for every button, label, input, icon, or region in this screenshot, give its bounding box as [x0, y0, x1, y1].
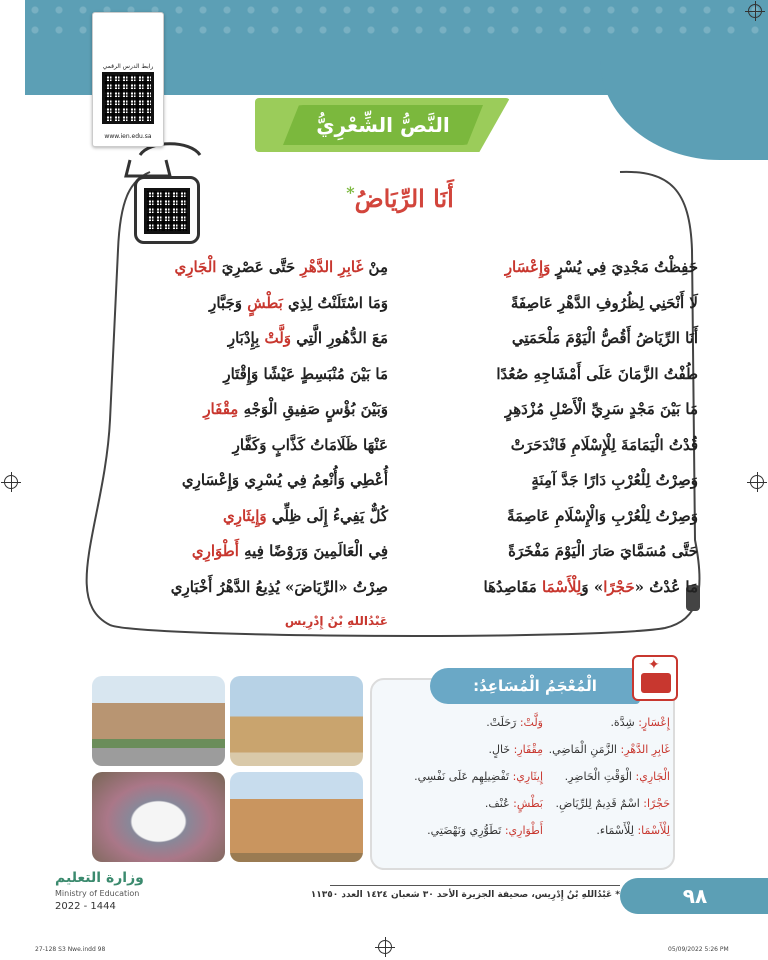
- verse-second-hemistich: [128, 578, 388, 596]
- verse-second-hemistich: [128, 542, 388, 560]
- verse-first-hemistich: [438, 578, 698, 596]
- verse-segment: وَصِرْتُ لِلْعُرْبِ دَارًا جَدَّ آمِنَةٍ: [531, 471, 698, 489]
- verse-segment: أُعْطِي وَأُنْعِمُ فِي يُسْرِي وَإِعْسَارِي: [181, 471, 388, 489]
- verse-second-hemistich: [128, 294, 388, 312]
- verse-segment: وَصِرْتُ لِلْعُرْبِ وَالْإِسْلَامِ عَاصِمَةً: [507, 506, 698, 525]
- verse-segment: وَمَا اسْتَلَنْتُ لِذِي: [282, 293, 388, 312]
- glossary-definition: رَحَلَتْ.: [486, 716, 520, 729]
- verse-segment: حَتَّى عَصْرِيَ: [216, 258, 301, 276]
- glossary-title: الْمُعْجَمُ الْمُسَاعِدُ:: [473, 677, 597, 695]
- verse-segment: كُلٌّ يَفِيءُ إِلَى ظِلِّي: [266, 506, 388, 525]
- ministry-name-en: Ministry of Education: [55, 889, 140, 898]
- glossary-definition: شِدَّة.: [610, 716, 639, 729]
- verse-segment: حَتَّى مُسَمَّايَ صَارَ الْيَوْمَ مَفْخَرَةً: [508, 542, 698, 560]
- verse-second-hemistich: [128, 436, 388, 454]
- verse-first-hemistich: [438, 400, 698, 418]
- verse-first-hemistich: [438, 542, 698, 560]
- glossary-entry: [555, 797, 670, 810]
- verse-segment: قُدْتُ الْيَمَامَةَ لِلْإِسْلَامِ فَانْدَحَرَتْ: [510, 435, 698, 454]
- glossary-definition: اسْمٌ قَدِيمٌ لِلرِّيَاضِ.: [555, 797, 644, 810]
- glossary-entry: [427, 824, 543, 837]
- print-slug-right: 05/09/2022 5:26 PM: [668, 946, 729, 953]
- verse-segment: حَفِظْتُ مَجْدِيَ فِي يُسْرٍ: [550, 258, 698, 276]
- glossary-entry: [565, 770, 670, 783]
- verse-segment: عَنْهَا ظَلَامَاتُ كَذَّابٍ وَكَفَّارِ: [232, 435, 388, 454]
- glossary-entry: [610, 716, 670, 729]
- section-title: النَّصُّ الشِّعْرِيُّ: [316, 113, 450, 137]
- poem-title-text: أَنَا الرِّيَاضُ: [354, 184, 454, 213]
- verse-segment: صِرْتُ «الرِّيَاضَ» يُذِيعُ الدَّهْرُ أَخْبَارِي: [170, 577, 388, 596]
- verse-segment: وَإِعْسَارِ: [504, 258, 551, 276]
- verse-segment: لَا أَنْحَنِي لِظُرُوفِ الدَّهْرِ عَاصِفَةً: [510, 293, 698, 312]
- glossary-definition: تَطَوُّرِي وَنَهْضَتِي.: [427, 824, 505, 837]
- page-number: ٩٨: [682, 884, 708, 908]
- poem-title: [300, 183, 500, 213]
- verse-segment: حَجْرًا: [603, 577, 635, 596]
- glossary-term: إِيثَارِي:: [512, 770, 543, 783]
- glossary-term: الْجَارِي:: [635, 770, 670, 783]
- verse-segment: أَطْوَارِي: [191, 542, 239, 560]
- glossary-entry: [485, 797, 543, 810]
- verse-segment: مِنْ: [363, 258, 388, 276]
- footnote-mark: *: [346, 183, 355, 202]
- verse-first-hemistich: [438, 471, 698, 489]
- glossary-definition: لِلْأَسْمَاء.: [596, 824, 638, 837]
- glossary-term: بَطْشٍ:: [513, 797, 543, 810]
- verse-segment: أَنَا الرِّيَاضُ أَقُصُّ الْيَوْمَ مَلْحَمَتِي: [511, 329, 698, 347]
- verse-first-hemistich: [438, 436, 698, 454]
- verse-first-hemistich: [438, 365, 698, 383]
- verse-segment: وَلَّتْ: [264, 329, 292, 347]
- verse-segment: الْجَارِي: [174, 258, 217, 276]
- glossary-entry: [596, 824, 670, 837]
- glossary-term: أَطْوَارِي:: [504, 824, 543, 837]
- verse-first-hemistich: [438, 294, 698, 312]
- verse-segment: مَا بَيْنَ مُنْبَسِطٍ عَيْشًا وَإِقْتَارِ: [223, 364, 388, 383]
- glossary-term: إِعْسَارٍ:: [638, 716, 670, 729]
- glossary-entry: [414, 770, 543, 783]
- qr-code-icon[interactable]: [144, 188, 190, 234]
- photo-stadium: [92, 772, 225, 862]
- glossary-definition: الزَّمَنِ الْمَاضِي.: [548, 743, 621, 756]
- verse-segment: فِي الْعَالَمِينَ وَرَوْضًا فِيهِ: [238, 542, 388, 560]
- footnote-rule: [330, 885, 620, 886]
- verse-segment: غَابِرِ الدَّهْرِ: [300, 258, 364, 276]
- verse-second-hemistich: [128, 258, 388, 276]
- verse-segment: وَبَيْنَ بُؤْسٍ صَفِيقِ الْوَجْهِ: [238, 400, 388, 418]
- verse-segment: مَا عُدْتُ «: [634, 577, 698, 596]
- verse-second-hemistich: [128, 400, 388, 418]
- verse-second-hemistich: [128, 365, 388, 383]
- qr-code-icon[interactable]: [102, 72, 154, 124]
- verse-first-hemistich: [438, 258, 698, 276]
- qr-card-title: رابط الدرس الرقمي: [102, 63, 154, 70]
- glossary-definition: الْوَقْتِ الْحَاضِرِ.: [564, 770, 636, 783]
- qr-card-url[interactable]: www.ien.edu.sa: [104, 133, 152, 140]
- verse-segment: بِإِدْبَارِ: [227, 329, 265, 347]
- glossary-term: غَابِرِ الدَّهْرِ:: [620, 743, 670, 756]
- print-slug-left: 27-128 S3 Nwe.indd 98: [35, 946, 106, 953]
- verse-segment: بَطْشٍ: [247, 293, 283, 312]
- footnote: * عَبْدُاللهِ بْنُ إِدْرِيس، صحيفة الجزيرة الأحد ٣٠ شعبان ١٤٢٤ العدد ١١٣٥٠: [310, 890, 620, 900]
- photo-masmak-palace: [230, 676, 363, 766]
- poet-name: عَبْدُاللهِ بْنُ إِدْرِيس: [284, 614, 388, 628]
- verse-first-hemistich: [438, 507, 698, 525]
- glossary-definition: تَفْضِيلِهِم عَلَى نَفْسِي.: [414, 770, 513, 783]
- verse-segment: وَإِيثَارِي: [222, 506, 267, 525]
- photo-modern-building: [92, 676, 225, 766]
- glossary-term: حَجْرًا:: [643, 797, 670, 810]
- glossary-definition: خَالٍ.: [488, 743, 514, 756]
- verse-segment: مَا بَيْنَ مَجْدٍ سَرِيِّ الْأَصْلِ مُزْدَهِرٍ: [504, 400, 698, 418]
- verse-segment: وَجَبَّارِ: [209, 293, 248, 312]
- verse-segment: » وَ: [581, 577, 604, 596]
- verse-segment: لِلْأَسْمَا: [542, 577, 582, 596]
- glossary-entry: [488, 743, 543, 756]
- ministry-name-ar: وزارة التعليم: [55, 870, 144, 886]
- glossary-term: وَلَّتْ:: [519, 716, 543, 729]
- verse-second-hemistich: [128, 471, 388, 489]
- verse-second-hemistich: [128, 329, 388, 347]
- verse-first-hemistich: [438, 329, 698, 347]
- glossary-entry: [549, 743, 670, 756]
- glossary-term: لِلْأَسْمَا:: [637, 824, 670, 837]
- verse-second-hemistich: [128, 507, 388, 525]
- glossary-definition: عُنْف.: [484, 797, 514, 810]
- photo-historic-fort: [230, 772, 363, 862]
- glossary-entry: [486, 716, 543, 729]
- verse-segment: مَقَاصِدُهَا: [483, 577, 543, 596]
- book-icon: [632, 655, 678, 701]
- verse-segment: طُفْتُ الزَّمَانَ عَلَى أَمْشَاجِهِ صُعُدًا: [496, 364, 698, 383]
- edition-year: 2022 - 1444: [55, 901, 116, 912]
- verse-segment: مَعَ الدُّهُورِ الَّتِي: [291, 329, 388, 347]
- verse-segment: مِقْفَارِ: [203, 400, 239, 418]
- glossary-term: مِقْفَارِ:: [513, 743, 543, 756]
